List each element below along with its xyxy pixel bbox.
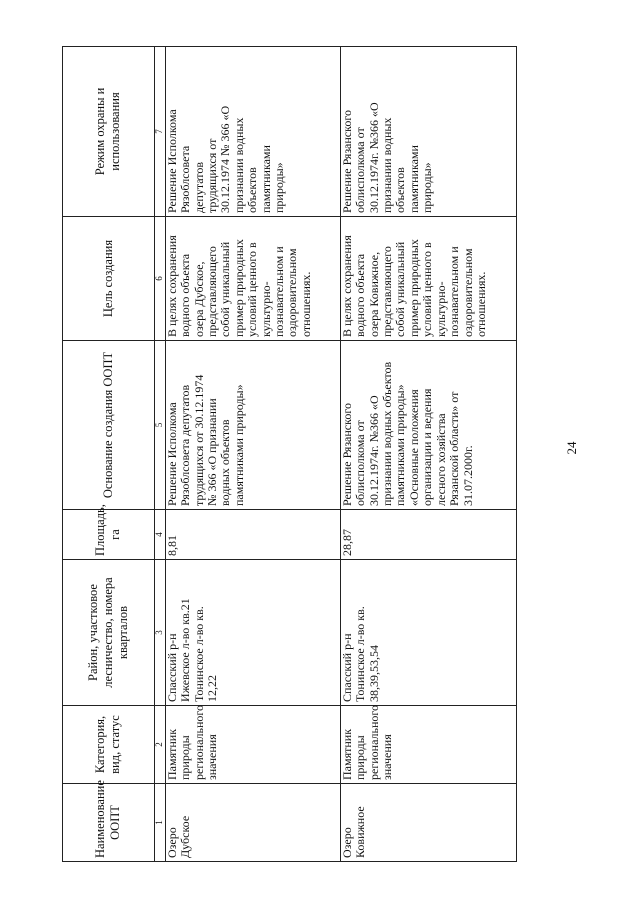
cell-category: Памятник природы регионального значения bbox=[340, 706, 516, 784]
table-row bbox=[340, 47, 516, 862]
column-number: 4 bbox=[154, 510, 165, 560]
column-number: 3 bbox=[154, 560, 165, 706]
column-number: 5 bbox=[154, 341, 165, 510]
rotated-table-page bbox=[62, 47, 517, 862]
cell-area: 28,87 bbox=[340, 510, 516, 560]
column-number: 7 bbox=[154, 47, 165, 217]
header-district: Район, участковое лесничество, номера кварталов bbox=[63, 560, 155, 706]
header-regime: Режим охраны и использования bbox=[63, 47, 155, 217]
cell-purpose: В целях сохранения водного объекта озера Дубское, представляющего собой уникальный пример природных условий ценного в культурно- познавательном и оздоровительном отношениях. bbox=[165, 217, 340, 341]
table-row bbox=[165, 47, 340, 862]
cell-name: Озеро Ковижное bbox=[340, 784, 516, 862]
cell-basis: Решение Исполкома Рязоблсовета депутатов трудящихся от 30.12.1974 № 366 «О признании водных объектов памятниками природы» bbox=[165, 341, 340, 510]
header-purpose: Цель создания bbox=[63, 217, 155, 341]
page-number: 24 bbox=[564, 441, 579, 455]
cell-area: 8,81 bbox=[165, 510, 340, 560]
cell-basis: Решение Рязанского облисполкома от 30.12.1974г. №366 «О признании водных объектов памятниками природы» «Основные положения организации и ведения лесного хозяйства Рязанской области» от 31.07.2000г. bbox=[340, 341, 516, 510]
cell-regime: Решение Исполкома Рязоблсовета депутатов трудящихся от 30.12.1974 № 366 «О признании водных объектов памятниками природы» bbox=[165, 47, 340, 217]
cell-regime: Решение Рязанского облисполкома от 30.12.1974г. №366 «О признании водных объектов памятниками природы» bbox=[340, 47, 516, 217]
column-number: 6 bbox=[154, 217, 165, 341]
header-category: Категория, вид, статус bbox=[63, 706, 155, 784]
column-number-row bbox=[154, 47, 165, 862]
header-area: Площадь, га bbox=[63, 510, 155, 560]
oopt-table bbox=[62, 46, 517, 862]
cell-name: Озеро Дубское bbox=[165, 784, 340, 862]
column-number: 2 bbox=[154, 706, 165, 784]
table-header-row bbox=[63, 47, 155, 862]
cell-category: Памятник природы регионального значения bbox=[165, 706, 340, 784]
cell-purpose: В целях сохранения водного объекта озера Ковижное, представляющего собой уникальный пример природных условий ценного в культурно- познавательном и оздоровительном отношениях. bbox=[340, 217, 516, 341]
cell-district: Спасский р-н Тонинское л-во кв. 38,39,53,54 bbox=[340, 560, 516, 706]
cell-district: Спасский р-н Ижевское л-во кв.21 Тонинское л-во кв. 12,22 bbox=[165, 560, 340, 706]
column-number: 1 bbox=[154, 784, 165, 862]
header-name: Наименование ООПТ bbox=[63, 784, 155, 862]
header-basis: Основание создания ООПТ bbox=[63, 341, 155, 510]
